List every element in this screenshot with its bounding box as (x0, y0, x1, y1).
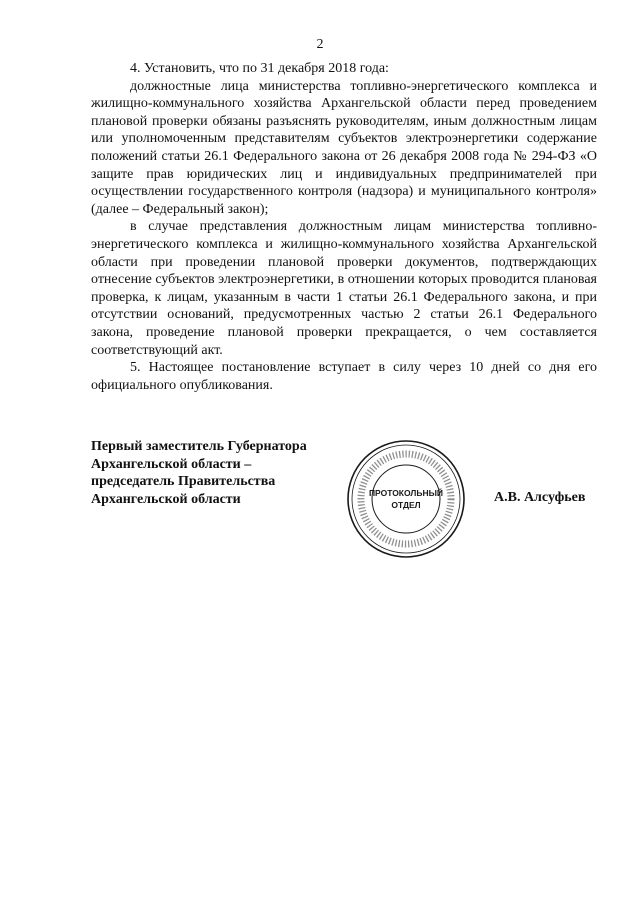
stamp-inner-ring (372, 465, 440, 533)
stamp-center-text-bottom: ОТДЕЛ (391, 500, 421, 510)
signature-title-line: Первый заместитель Губернатора (91, 439, 307, 454)
paragraph-item-4: 4. Установить, что по 31 декабря 2018 года: (130, 61, 389, 76)
stamp-ring-lettering (361, 454, 451, 544)
paragraph-officials-duty: должностные лица министерства топливно-энергетического комплекса и жилищно-коммунального хозяйства Архангельской области перед проведением плановой проверки обязаны разъяснять руководителям, иным должностным лицам или уполномоченным представителям субъектов электроэнергетики содержание положений статьи 26.1 Федерального закона от 26 декабря 2008 года № 294-ФЗ «О защите прав юридических лиц и индивидуальных предпринимателей при осуществлении государственного контроля (надзора) и муниципального контроля» (далее – Федеральный закон); (91, 78, 597, 217)
stamp-center-text-top: ПРОТОКОЛЬНЫЙ (368, 488, 444, 498)
document-body (91, 60, 597, 394)
signature-title-line: Архангельской области – (91, 456, 252, 472)
signature-title-line: Архангельской области (91, 491, 241, 507)
signature-block (91, 438, 307, 508)
signer-name: А.В. Алсуфьев (494, 490, 586, 505)
official-stamp (345, 438, 467, 560)
paragraph-inspection-termination: в случае представления должностным лицам министерства топливно-энергетического комплекса и жилищно-коммунального хозяйства Архангельской области при проведении плановой проверки документов, подтверждающих отнесение субъектов электроэнергетики, в отношении которых проводится плановая проверка, к лицам, указанным в части 1 статьи 26.1 Федерального закона, и при отсутствии оснований, предусмотренных частью 2 статьи 26.1 Федерального закона, проведение плановой проверки прекращается, о чем составляется соответствующий акт. (91, 219, 597, 358)
signature-title-line: председатель Правительства (91, 474, 276, 490)
paragraph-item-5: 5. Настоящее постановление вступает в силу через 10 дней со дня его официального опубликования. (91, 360, 597, 393)
page-number: 2 (316, 37, 324, 52)
stamp-ring (352, 445, 460, 553)
stamp-outer-ring (348, 441, 464, 557)
